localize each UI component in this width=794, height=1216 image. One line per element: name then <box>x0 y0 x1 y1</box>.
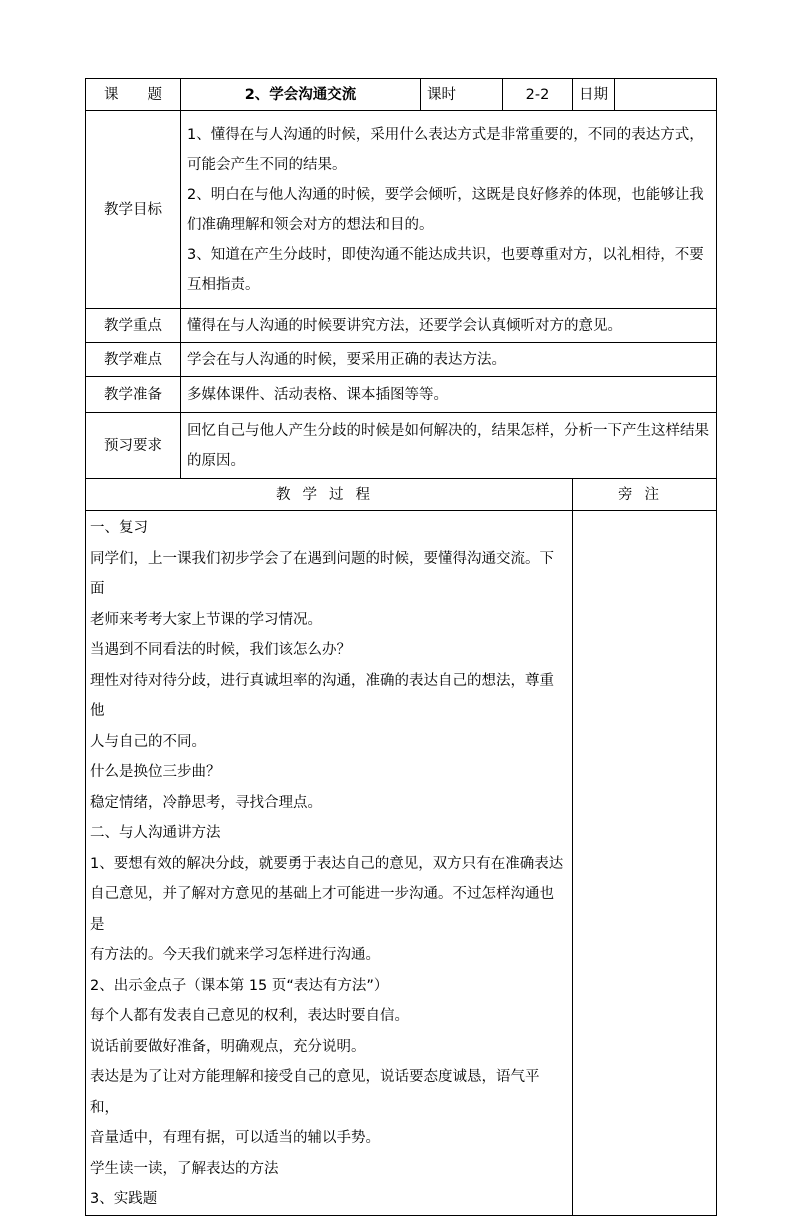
process-line: 2、出示金点子（课本第 15 页“表达有方法”） <box>90 977 389 994</box>
period-label: 课时 <box>421 79 503 111</box>
preparation-text: 多媒体课件、活动表格、课本插图等等。 <box>181 377 717 413</box>
date-label: 日期 <box>573 79 615 111</box>
process-line: 3、实践题 <box>90 1191 158 1207</box>
process-line: 当遇到不同看法的时候，我们该怎么办？ <box>90 642 351 658</box>
process-header-row <box>86 479 717 511</box>
side-note-content <box>573 511 717 1216</box>
process-line: 什么是换位三步曲？ <box>90 764 221 780</box>
process-line: 人与自己的不同。 <box>90 733 206 750</box>
course-label: 课 题 <box>86 79 181 111</box>
goal-item: 2、明白在与他人沟通的时候，要学会倾听，这既是良好修养的体现，也能够让我们准确理解和领会对方的想法和目的。 <box>187 186 704 233</box>
preparation-row <box>86 377 717 413</box>
process-line: 老师来考考大家上节课的学习情况。 <box>90 611 322 628</box>
process-line: 学生读一读，了解表达的方法 <box>90 1160 279 1177</box>
process-content <box>86 511 573 1216</box>
process-line: 说话前要做好准备，明确观点，充分说明。 <box>90 1038 366 1055</box>
process-line: 二、与人沟通讲方法 <box>90 825 221 841</box>
key-points-text: 懂得在与人沟通的时候要讲究方法，还要学会认真倾听对方的意见。 <box>181 309 717 343</box>
process-line: 1、要想有效的解决分歧，就要勇于表达自己的意见，双方只有在准确表达 <box>90 855 564 872</box>
goals-label: 教学目标 <box>86 111 181 309</box>
preview-text: 回忆自己与他人产生分歧的时候是如何解决的，结果怎样，分析一下产生这样结果的原因。 <box>181 413 717 479</box>
preview-label: 预习要求 <box>86 413 181 479</box>
process-line: 有方法的。今天我们就来学习怎样进行沟通。 <box>90 947 380 963</box>
goals-content <box>181 111 717 309</box>
process-line: 表达是为了让对方能理解和接受自己的意见，说话要态度诚恳，语气平和， <box>90 1069 540 1116</box>
difficulties-label: 教学难点 <box>86 343 181 377</box>
process-line: 一、复习 <box>90 520 148 536</box>
period-value: 2-2 <box>503 79 573 111</box>
key-points-label: 教学重点 <box>86 309 181 343</box>
process-body-row <box>86 511 717 1216</box>
lesson-plan-table <box>85 78 717 1216</box>
process-line: 稳定情绪，冷静思考，寻找合理点。 <box>90 794 322 811</box>
header-row <box>86 79 717 111</box>
lesson-title: 2、学会沟通交流 <box>181 79 421 111</box>
goals-row <box>86 111 717 309</box>
key-points-row <box>86 309 717 343</box>
goal-item: 3、知道在产生分歧时，即使沟通不能达成共识，也要尊重对方，以礼相待，不要互相指责。 <box>187 246 704 293</box>
preparation-label: 教学准备 <box>86 377 181 413</box>
process-line: 同学们，上一课我们初步学会了在遇到问题的时候，要懂得沟通交流。下面 <box>90 550 554 597</box>
process-line: 理性对待对待分歧，进行真诚坦率的沟通，准确的表达自己的想法，尊重他 <box>90 672 554 719</box>
goal-item: 1、懂得在与人沟通的时候，采用什么表达方式是非常重要的，不同的表达方式，可能会产生不同的结果。 <box>187 126 704 173</box>
difficulties-row <box>86 343 717 377</box>
date-value <box>615 79 717 111</box>
process-header: 教学过程 <box>86 479 573 511</box>
preview-row <box>86 413 717 479</box>
side-note-header: 旁注 <box>573 479 717 511</box>
process-line: 每个人都有发表自己意见的权利，表达时要自信。 <box>90 1008 409 1024</box>
difficulties-text: 学会在与人沟通的时候，要采用正确的表达方法。 <box>181 343 717 377</box>
process-line: 自己意见，并了解对方意见的基础上才可能进一步沟通。不过怎样沟通也是 <box>90 886 554 933</box>
process-line: 音量适中，有理有据，可以适当的辅以手势。 <box>90 1130 380 1146</box>
